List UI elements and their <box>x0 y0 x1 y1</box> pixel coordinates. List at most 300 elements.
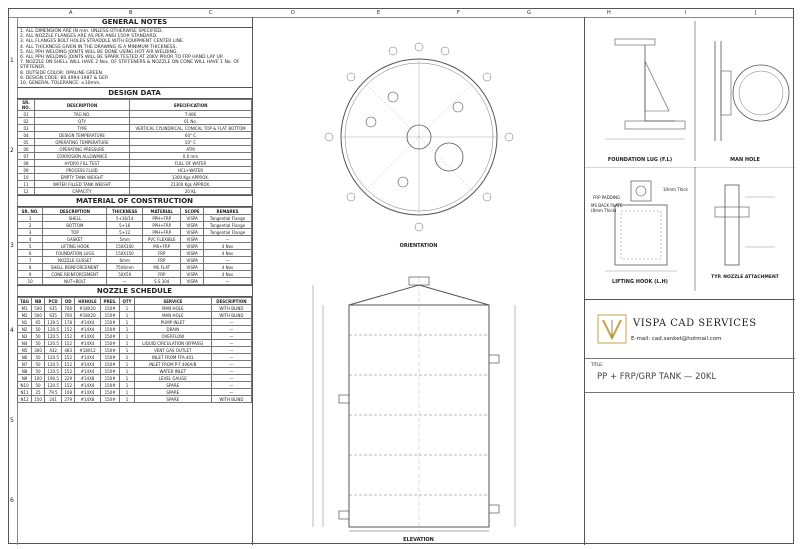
table-cell: 10 <box>18 278 43 285</box>
table-cell: 300 <box>32 347 45 354</box>
note-item: 3. ALL FLANGES BOLT HOLES STRADDLE WITH EQUIPMENT CENTER LINE. <box>20 39 185 45</box>
table-cell: ATM <box>130 146 252 153</box>
column-label: A <box>69 10 73 16</box>
table-cell: 150# <box>100 382 119 389</box>
table-cell: SPARE <box>134 382 211 389</box>
material-row <box>18 215 252 222</box>
table-cell: 60° C <box>130 132 252 139</box>
table-cell: PROCESS FLUID <box>35 167 130 174</box>
table-cell: — <box>211 382 251 389</box>
column-label: J <box>755 10 757 16</box>
row-label: 3 <box>10 242 14 249</box>
note-item: 2. ALL NOZZLE FLANGES ARE AS PER ANSI 150# STANDARD. <box>20 34 158 40</box>
table-cell: 432 <box>44 347 61 354</box>
table-cell: 178 <box>62 319 75 326</box>
table-cell: N4 <box>18 340 32 347</box>
table-cell: 50X50 <box>107 271 143 278</box>
table-cell: #14X4 <box>75 333 101 340</box>
table-cell: 1300 Kgs APPROX. <box>130 174 252 181</box>
design-data-row <box>18 146 252 153</box>
table-cell: BOTTOM <box>43 222 107 229</box>
table-cell: #18X20 <box>75 312 101 319</box>
table-cell: 120.5 <box>44 326 61 333</box>
column-header: QTY <box>120 298 134 305</box>
column-label: B <box>129 10 133 16</box>
column-header: TAG <box>18 298 32 305</box>
orientation-label: ORIENTATION <box>399 243 438 249</box>
table-cell: — <box>211 361 251 368</box>
table-cell: HYDRO FILL TEST <box>35 160 130 167</box>
table-cell: MS FLAT <box>142 264 181 271</box>
table-cell: SPARE <box>134 396 211 403</box>
column-label: D <box>291 10 295 16</box>
table-cell: 79.5 <box>44 389 61 396</box>
table-cell: #14X4 <box>75 340 101 347</box>
table-cell: #18X12 <box>75 347 101 354</box>
column-header: SCOPE <box>181 208 203 215</box>
table-cell: 1 <box>120 347 134 354</box>
table-cell: 152 <box>62 368 75 375</box>
table-cell: TYPE <box>35 125 130 132</box>
table-cell: TOP <box>43 229 107 236</box>
table-cell: 120.5 <box>44 340 61 347</box>
table-cell: — <box>211 319 251 326</box>
table-cell: 635 <box>44 312 61 319</box>
table-cell: 4 <box>18 236 43 243</box>
table-cell: FRP <box>142 271 181 278</box>
table-cell: 02 <box>18 118 35 125</box>
table-cell: 65 <box>32 319 45 326</box>
table-cell: 4 Nos <box>203 264 251 271</box>
table-cell: OPERATING TEMPERATURE <box>35 139 130 146</box>
nozzle-row <box>18 340 252 347</box>
table-cell: LIFTING HOOK <box>43 243 107 250</box>
title-block <box>585 299 795 546</box>
design-data-row <box>18 111 252 118</box>
table-cell: 150# <box>100 312 119 319</box>
table-cell: PPH+FRP <box>142 222 181 229</box>
ms-back-plate-label: MS BACK PLATE (8mm Thick) <box>591 203 623 213</box>
table-cell: 12 <box>18 188 35 195</box>
table-cell: 700 <box>62 305 75 312</box>
table-cell: 120.5 <box>44 382 61 389</box>
table-cell: 50 <box>32 382 45 389</box>
table-cell: 150# <box>100 333 119 340</box>
column-header: REMARKS <box>203 208 251 215</box>
row-label: 2 <box>10 147 14 154</box>
table-cell: #14X8 <box>75 396 101 403</box>
table-cell: M1 <box>18 305 32 312</box>
table-cell: 150# <box>100 354 119 361</box>
table-cell: 108 <box>62 389 75 396</box>
foundation-lug-label: FOUNDATION LUG (F.L) <box>607 157 673 163</box>
design-data-row <box>18 188 252 195</box>
table-cell: CAPACITY <box>35 188 130 195</box>
nozzle-row <box>18 389 252 396</box>
table-cell: 120.5 <box>44 368 61 375</box>
table-cell: 150# <box>100 361 119 368</box>
table-cell: — <box>203 236 251 243</box>
table-cell: 01 No. <box>130 118 252 125</box>
table-cell: LEVEL GAUGE <box>134 375 211 382</box>
material-row <box>18 229 252 236</box>
table-cell: Tangential Flange <box>203 229 251 236</box>
table-cell: 150 <box>32 396 45 403</box>
table-cell: 4 Nos <box>203 271 251 278</box>
design-data-row <box>18 139 252 146</box>
vispa-logo-icon <box>597 314 627 344</box>
table-cell: #14X8 <box>75 375 101 382</box>
table-cell: DRAIN <box>134 326 211 333</box>
column-header: SR. NO. <box>18 208 43 215</box>
table-cell: N6 <box>18 354 32 361</box>
design-data-row <box>18 125 252 132</box>
nozzle-row <box>18 396 252 403</box>
material-row <box>18 257 252 264</box>
column-header: DESCRIPTION <box>43 208 107 215</box>
table-cell: FULL OF WATER <box>130 160 252 167</box>
table-cell: GASKET <box>43 236 107 243</box>
frp-padding-label: FRP PADDING <box>593 195 621 200</box>
orientation-view <box>253 37 584 237</box>
table-cell: HCL+WATER <box>130 167 252 174</box>
table-cell: 152 <box>62 326 75 333</box>
note-item: 10. GENERAL TOLERANCE: ±10mm. <box>20 81 101 87</box>
nozzle-row <box>18 361 252 368</box>
table-cell: 5mm <box>107 236 143 243</box>
table-cell: OPERATING PRESSURE <box>35 146 130 153</box>
table-cell: WITH BLIND <box>211 396 251 403</box>
column-header: PRES. <box>100 298 119 305</box>
elevation-view <box>253 255 584 539</box>
table-cell: 5+16/14 <box>107 215 143 222</box>
table-cell: WATER FILLED TANK WEIGHT <box>35 181 130 188</box>
table-cell: PVC FLEXIBLE <box>142 236 181 243</box>
elevation-label: ELEVATION <box>403 537 434 543</box>
table-cell: 150# <box>100 326 119 333</box>
table-cell: NUT+BOLT <box>43 278 107 285</box>
lifting-hook-label: LIFTING HOOK (L.H) <box>612 279 668 285</box>
nozzle-schedule-title: NOZZLE SCHEDULE <box>17 285 252 297</box>
table-cell: — <box>211 333 251 340</box>
table-cell: 8 <box>18 264 43 271</box>
table-cell: 152 <box>62 382 75 389</box>
column-header: HXHOLE <box>75 298 101 305</box>
table-cell: CONE REINFORCEMENT <box>43 271 107 278</box>
table-cell: 150# <box>100 340 119 347</box>
table-cell: S.S 304 <box>142 278 181 285</box>
design-data-row <box>18 181 252 188</box>
column-label: C <box>209 10 213 16</box>
table-cell: INLET FROM FFA-401 <box>134 354 211 361</box>
table-cell: EMPTY TANK WEIGHT <box>35 174 130 181</box>
table-cell: 9 <box>18 271 43 278</box>
table-cell: VISPA <box>181 229 203 236</box>
table-cell: N5 <box>18 347 32 354</box>
column-header: PCD <box>44 298 61 305</box>
table-cell: 06 <box>18 146 35 153</box>
table-cell: VISPA <box>181 222 203 229</box>
column-header: DESCRIPTION <box>211 298 251 305</box>
table-cell: WATER INLET <box>134 368 211 375</box>
table-cell: SHELL <box>43 215 107 222</box>
table-cell: 150# <box>100 389 119 396</box>
table-cell: 50 <box>32 333 45 340</box>
table-cell: 150# <box>100 347 119 354</box>
note-item: 7. NOZZLE ON SHELL WILL HAVE 2 Nos. OF STIFFENERS & NOZZLE ON CONE WILL HAVE 1 No. OF STIFFENER. <box>20 60 240 71</box>
table-cell: 1 <box>120 319 134 326</box>
design-data-row <box>18 160 252 167</box>
design-data-row <box>18 167 252 174</box>
table-cell: N1 <box>18 319 32 326</box>
table-cell: FRP <box>142 250 181 257</box>
table-cell: 25 <box>32 389 45 396</box>
material-title: MATERIAL OF CONSTRUCTION <box>17 195 252 207</box>
table-cell: #14X4 <box>75 319 101 326</box>
table-cell: VISPA <box>181 257 203 264</box>
row-label: 6 <box>10 497 14 504</box>
table-cell: #14X4 <box>75 361 101 368</box>
table-cell: 150# <box>100 305 119 312</box>
table-cell: CORROSION ALLOWANCE <box>35 153 130 160</box>
table-cell: 2 <box>18 222 43 229</box>
table-cell: 4 Nos <box>203 250 251 257</box>
table-cell: 1 <box>120 382 134 389</box>
table-cell: #14X4 <box>75 389 101 396</box>
table-cell: 1 <box>120 375 134 382</box>
table-cell: VENT GAS OUTLET <box>134 347 211 354</box>
table-cell: INLET FROM P-T 406A/B <box>134 361 211 368</box>
nozzle-row <box>18 354 252 361</box>
row-label: 4 <box>10 327 14 334</box>
table-cell: 5 <box>18 243 43 250</box>
table-cell: 08 <box>18 160 35 167</box>
company-name: VISPA CAD SERVICES <box>633 318 757 329</box>
material-row <box>18 271 252 278</box>
table-cell: N8 <box>18 368 32 375</box>
column-label: F <box>457 10 460 16</box>
man-hole-label: MAN HOLE <box>730 157 760 163</box>
table-cell: 4 Nos <box>203 243 251 250</box>
nozzle-row <box>18 319 252 326</box>
column-label: I <box>685 10 687 16</box>
table-cell: 190.5 <box>44 375 61 382</box>
design-data-table <box>17 99 252 195</box>
table-cell: #14X4 <box>75 326 101 333</box>
material-row <box>18 222 252 229</box>
note-item: 4. ALL THICKNESS GIVEN IN THE DRAWING IS A MINIMUM THICKNESS. <box>20 44 177 50</box>
table-cell: 1 <box>120 368 134 375</box>
table-cell: 3 <box>18 229 43 236</box>
nozzle-row <box>18 326 252 333</box>
table-cell: 700 <box>62 312 75 319</box>
table-cell: 50 <box>32 326 45 333</box>
table-cell: 152 <box>62 333 75 340</box>
column-header: SR. NO. <box>18 100 35 111</box>
table-cell: 1 <box>120 354 134 361</box>
table-cell: 75X6mm <box>107 264 143 271</box>
note-item: 9. DESIGN CODE: BS 4994-1987 & GEP. <box>20 75 109 81</box>
padding-thickness-label: 10mm Thick <box>663 187 688 192</box>
table-cell: 500 <box>32 305 45 312</box>
table-cell: 1 <box>120 333 134 340</box>
table-cell: VISPA <box>181 236 203 243</box>
table-cell: 120.5 <box>44 354 61 361</box>
table-cell: M2 <box>18 312 32 319</box>
foundation-lug-detail <box>585 21 795 161</box>
spec-panel <box>17 17 253 545</box>
table-cell: 50 <box>32 368 45 375</box>
table-cell: #14X4 <box>75 382 101 389</box>
table-cell: PPH+FRP <box>142 215 181 222</box>
design-data-title: DESIGN DATA <box>17 87 252 99</box>
table-cell: 05 <box>18 139 35 146</box>
material-row <box>18 250 252 257</box>
table-cell: — <box>211 326 251 333</box>
note-item: 5. ALL PPH WELDING JOINTS WILL BE DONE USING HOT AIR WELDING. <box>20 49 178 55</box>
table-cell: N9 <box>18 375 32 382</box>
table-cell: — <box>211 375 251 382</box>
table-cell: VISPA <box>181 215 203 222</box>
table-cell: 11 <box>18 181 35 188</box>
table-cell: N10 <box>18 382 32 389</box>
design-data-row <box>18 118 252 125</box>
table-cell: 6mm <box>107 257 143 264</box>
table-cell: 1 <box>120 389 134 396</box>
general-notes-title: GENERAL NOTES <box>17 17 252 28</box>
column-label: E <box>377 10 381 16</box>
table-cell: 50° C <box>130 139 252 146</box>
nozzle-row <box>18 305 252 312</box>
nozzle-row <box>18 312 252 319</box>
title-label: TITLE: <box>591 362 604 367</box>
table-cell: 150# <box>100 368 119 375</box>
row-label: 1 <box>10 57 14 64</box>
table-cell: 1 <box>120 312 134 319</box>
drawing-title: PP + FRP/GRP TANK — 20KL <box>597 372 717 382</box>
column-header: NB <box>32 298 45 305</box>
column-header: SERVICE <box>134 298 211 305</box>
table-cell: VISPA <box>181 271 203 278</box>
column-header: DESCRIPTION <box>35 100 130 111</box>
note-item: 1. ALL DIMENSION ARE IN mm. UNLESS OTHERWISE SPECIFIED. <box>20 29 163 34</box>
table-cell: #14X4 <box>75 368 101 375</box>
note-item: 8. OUTSIDE COLOR: OPALINE GREEN. <box>20 70 104 76</box>
table-cell: VISPA <box>181 243 203 250</box>
table-cell: 279 <box>62 396 75 403</box>
table-cell: 50 <box>32 340 45 347</box>
nozzle-attachment-label: TYP. NOZZLE ATTACHMENT <box>711 275 779 280</box>
table-cell: NOZZLE GUSSET <box>43 257 107 264</box>
nozzle-row <box>18 368 252 375</box>
lifting-hook-detail <box>585 167 795 291</box>
table-cell: — <box>203 257 251 264</box>
table-cell: 150# <box>100 319 119 326</box>
table-cell: N3 <box>18 333 32 340</box>
table-cell: 7 <box>18 257 43 264</box>
table-cell: 100 <box>32 375 45 382</box>
table-cell: 5+16 <box>107 222 143 229</box>
table-cell: 50 <box>32 361 45 368</box>
table-cell: 150# <box>100 396 119 403</box>
table-cell: — <box>211 389 251 396</box>
table-cell: 1 <box>120 340 134 347</box>
table-cell: Tangential Flange <box>203 222 251 229</box>
row-label: 5 <box>10 417 14 424</box>
table-cell: 10 <box>18 174 35 181</box>
table-cell: 50 <box>32 354 45 361</box>
table-cell: 150X150 <box>107 250 143 257</box>
note-item: 6. ALL PPH WELDING JOINTS WILL BE SPARK TESTED AT 20KV PRIOR TO FRP HAND LAY UP. <box>20 55 224 61</box>
table-cell: WITH BLIND <box>211 312 251 319</box>
table-cell: N12 <box>18 396 32 403</box>
drawing-sheet <box>8 8 794 544</box>
column-label: H <box>607 10 611 16</box>
table-cell: 03 <box>18 125 35 132</box>
table-cell: 6 <box>18 250 43 257</box>
table-cell: — <box>211 347 251 354</box>
table-cell: 1 <box>120 396 134 403</box>
table-cell: 152 <box>62 354 75 361</box>
table-cell: 1 <box>120 305 134 312</box>
material-table <box>17 207 252 285</box>
material-row <box>18 243 252 250</box>
table-cell: DESIGN TEMPERATURE <box>35 132 130 139</box>
table-cell: 0.0 mm <box>130 153 252 160</box>
table-cell: 139.5 <box>44 319 61 326</box>
nozzle-row <box>18 382 252 389</box>
table-cell: N11 <box>18 389 32 396</box>
table-cell: MAN HOLE <box>134 312 211 319</box>
table-cell: SPARE <box>134 389 211 396</box>
table-cell: FRP <box>142 257 181 264</box>
table-cell: TAG NO. <box>35 111 130 118</box>
design-data-row <box>18 174 252 181</box>
material-row <box>18 236 252 243</box>
table-cell: 1 <box>120 361 134 368</box>
table-cell: FOUNDATION LUGS <box>43 250 107 257</box>
nozzle-table <box>17 297 252 403</box>
table-cell: 21300 Kgs APPROX. <box>130 181 252 188</box>
general-notes-list <box>17 28 252 87</box>
detail-panel <box>585 17 795 545</box>
table-cell: VERTICAL CYLINDRICAL, CONICAL TOP & FLAT BOTTOM <box>130 125 252 132</box>
table-cell: 1 <box>120 326 134 333</box>
table-cell: 1 <box>18 215 43 222</box>
column-header: THICKNESS <box>107 208 143 215</box>
table-cell: N2 <box>18 326 32 333</box>
table-cell: OVERFLOW <box>134 333 211 340</box>
table-cell: 152 <box>62 361 75 368</box>
table-cell: 01 <box>18 111 35 118</box>
table-cell: 09 <box>18 167 35 174</box>
drawing-views <box>253 17 585 545</box>
table-cell: — <box>107 278 143 285</box>
table-cell: 04 <box>18 132 35 139</box>
table-cell: QTY <box>35 118 130 125</box>
table-cell: VISPA <box>181 278 203 285</box>
table-cell: Tangential Flange <box>203 215 251 222</box>
table-cell: — <box>211 368 251 375</box>
table-cell: MAN HOLE <box>134 305 211 312</box>
table-cell: 5+12 <box>107 229 143 236</box>
material-row <box>18 278 252 285</box>
table-cell: 500 <box>32 312 45 319</box>
material-row <box>18 264 252 271</box>
table-cell: VISPA <box>181 264 203 271</box>
table-cell: T-406 <box>130 111 252 118</box>
company-email: E-mail: cad.sanket@hotmail.com <box>631 336 722 342</box>
